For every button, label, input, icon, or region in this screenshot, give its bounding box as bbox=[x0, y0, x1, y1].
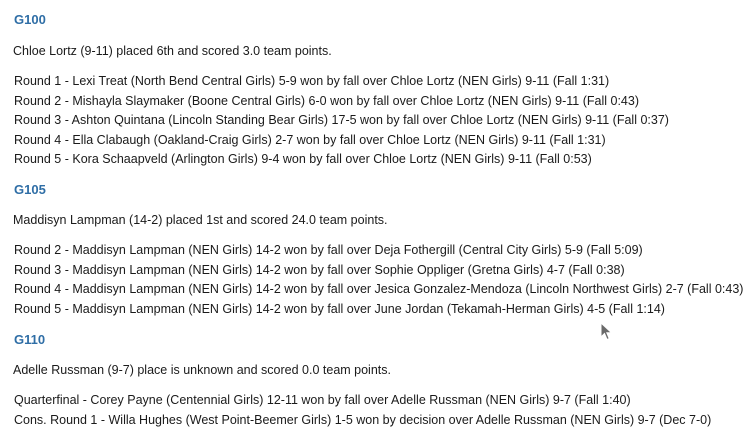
match-result: Round 5 - Maddisyn Lampman (NEN Girls) 14-2 won by fall over June Jordan (Tekamah-Herman Girls) 4-5 (Fall 1:14) bbox=[14, 301, 665, 316]
wrestler-summary: Chloe Lortz (9-11) placed 6th and scored 3.0 team points. bbox=[13, 44, 332, 58]
match-result: Round 2 - Mishayla Slaymaker (Boone Central Girls) 6-0 won by fall over Chloe Lortz (NEN Girls) 9-11 (Fall 0:43) bbox=[14, 93, 639, 108]
weight-heading: G105 bbox=[14, 182, 46, 197]
match-result: Round 3 - Ashton Quintana (Lincoln Standing Bear Girls) 17-5 won by fall over Chloe Lortz (NEN Girls) 9-11 (Fall 0:37) bbox=[14, 113, 669, 127]
weight-heading: G110 bbox=[14, 332, 46, 347]
match-list bbox=[14, 391, 711, 430]
match-result: Round 5 - Kora Schaapveld (Arlington Girls) 9-4 won by fall over Chloe Lortz (NEN Girls) 9-11 (Fall 0:53) bbox=[14, 152, 592, 166]
match-result: Round 3 - Maddisyn Lampman (NEN Girls) 14-2 won by fall over Sophie Oppliger (Gretna Girls) 4-7 (Fall 0:38) bbox=[14, 262, 625, 277]
wrestler-summary: Adelle Russman (9-7) place is unknown and scored 0.0 team points. bbox=[13, 363, 391, 377]
match-result: Round 4 - Ella Clabaugh (Oakland-Craig Girls) 2-7 won by fall over Chloe Lortz (NEN Girls) 9-11 (Fall 1:31) bbox=[14, 132, 606, 147]
match-result: Round 1 - Lexi Treat (North Bend Central Girls) 5-9 won by fall over Chloe Lortz (NEN Girls) 9-11 (Fall 1:31) bbox=[14, 74, 610, 88]
match-result: Quarterfinal - Corey Payne (Centennial Girls) 12-11 won by fall over Adelle Russman (NEN Girls) 9-7 (Fall 1:40) bbox=[14, 393, 631, 407]
wrestler-summary: Maddisyn Lampman (14-2) placed 1st and scored 24.0 team points. bbox=[13, 213, 388, 227]
match-result: Round 2 - Maddisyn Lampman (NEN Girls) 14-2 won by fall over Deja Fothergill (Central City Girls) 5-9 (Fall 5:09) bbox=[14, 243, 643, 257]
match-list bbox=[14, 72, 669, 170]
match-result: Round 4 - Maddisyn Lampman (NEN Girls) 14-2 won by fall over Jesica Gonzalez-Mendoza (Lincoln Northwest Girls) 2-7 (Fall 0:43) bbox=[14, 282, 744, 296]
weight-heading: G100 bbox=[14, 12, 46, 27]
match-list bbox=[14, 241, 743, 319]
mouse-pointer-icon bbox=[600, 322, 614, 342]
match-result: Cons. Round 1 - Willa Hughes (West Point-Beemer Girls) 1-5 won by decision over Adelle Russman (NEN Girls) 9-7 (Dec 7-0) bbox=[14, 412, 712, 427]
